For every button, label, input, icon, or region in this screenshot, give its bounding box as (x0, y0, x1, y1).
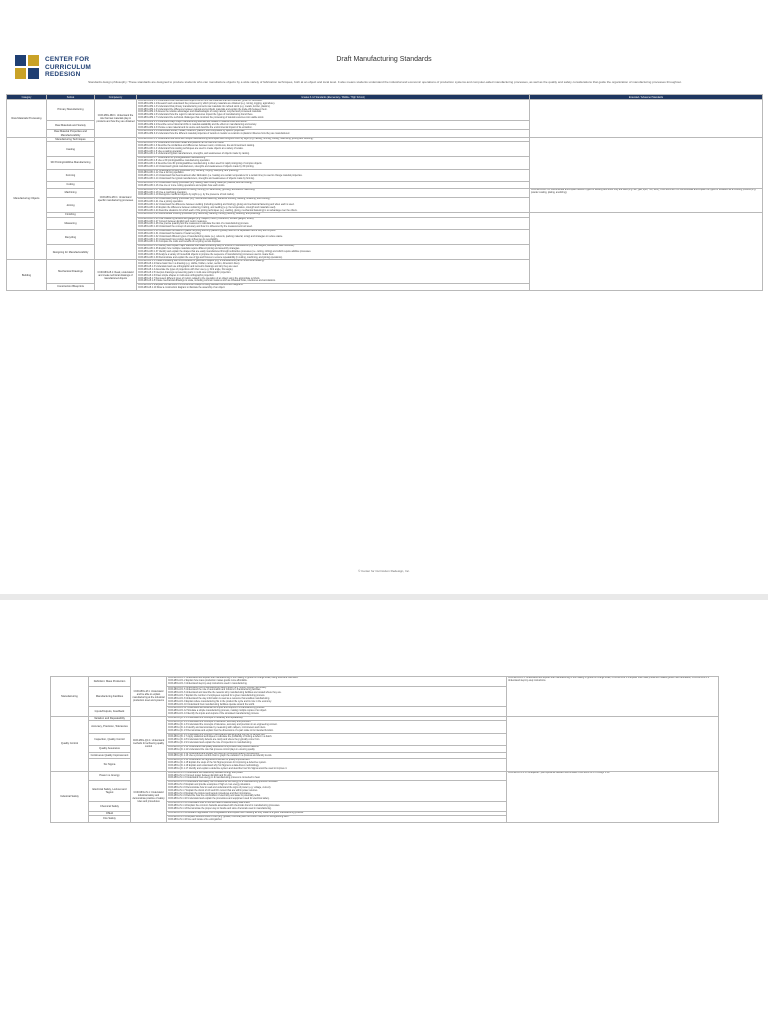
standard-item: CCR-MFG-MO.1.30 Understand the basics of plastic recycling and why plastics typically need to be separated before they are recycled. (138, 230, 276, 233)
subcategory-cell: Continuous Quality Improvement (89, 752, 131, 759)
standard-item: CCR-MFG-MO.1.33 Understand how product design influences its recyclability. (138, 238, 219, 241)
standards-cell (167, 707, 507, 717)
standard-item: CCR-MFG-QC.1.5 Demonstrate and explain how the dimensions of a part relate to its intended function. (168, 729, 274, 732)
header-competency: Competency (95, 95, 137, 100)
standard-item: CCR-MFG-RM.3.2 Understand how the different material properties of woods vs metals vs ceramics vs plastics influence how they are manufactured. (138, 133, 290, 136)
standard-item: CCR-MFG-B.1.7 Represent different types of motion related to the operation of an object using the appropriate symbols. (138, 277, 261, 280)
standards-cell (137, 245, 530, 260)
standard-item: CCR-MFG-MO.1.10 Understand typical manufacturers, strengths and weaknesses of objects made by 3D printing. (138, 165, 255, 168)
subcategory-cell: Manufacturing Facilities (89, 686, 131, 707)
standard-item: CCR-MFG-M.1.3 Understand step-by-step instructions used in manufacturing. (168, 682, 248, 685)
competency-cell: CCR-MFG-M.1: Understand and be able to explain manufacturing at the industrial production level and systems (131, 677, 167, 717)
standard-item: CCR-MFG-M.1.2 Explain how mass production makes goods more affordable. (168, 679, 248, 682)
standard-item: CCR-MFG-MO.1.31 Understand the basics of metal recycling. (138, 232, 202, 235)
standards-cell (167, 815, 507, 822)
extended-standards-cell: CCR-MFG-MO.S.1 Demonstrate and explain different types of welding and when they are used (e.g. arc, gas, spot, TIG, MIG); CCR-MFG-MO.S.2 Demonstrate and explain the types of oxidation as a finishing process (e.g. powder coating, plating, anodizing). (530, 188, 763, 213)
standard-item: CCR-MFG-MO.1.29 Understand the concept of accuracy and how it is influenced by the measurement tool used. (138, 226, 253, 229)
subcategory-cell: Quality Assurance (89, 745, 131, 752)
standards-cell (167, 771, 507, 781)
competency-cell: CCR-MFG-IS.1: Understand industrial safety and demonstrate practice of safety rules and procedures (131, 771, 167, 822)
standard-item: CCR-MFG-MO.1.21 Use a joining operation. (138, 201, 184, 204)
subcategory-cell: Designing for Manufacturability (47, 245, 95, 260)
standard-item: CCR-MFG-RM.2.2 Describe some historical shifts in material availability and the effect on manufacturing and society. (138, 123, 257, 126)
standard-item: CCR-MFG-MO.1.32 Understand different types of manufacturing waste (e.g. solvents, packing material, scrap) and strategies to reduce waste. (138, 235, 283, 238)
standards-cell (137, 217, 530, 229)
standards-cell (137, 198, 530, 213)
standard-item: CCR-MFG-QC.1.15 Explain the steps of the Six Sigma process for improving a defective system. (168, 762, 267, 765)
standard-item: CCR-MFG-MO.1.38 Analyze a variety of household objects to propose the sequence of manufacturing processes used to create them. (138, 253, 275, 256)
standards-cell (167, 802, 507, 812)
standards-cell (137, 182, 530, 189)
subcategory-cell: Definition: Mass Production (89, 677, 131, 687)
document-title: Draft Manufacturing Standards (336, 56, 432, 63)
standard-item: CCR-MFG-QC.1.3 Understand the concepts of tolerance, accuracy and precision in an engineering context. (168, 724, 278, 727)
standard-item: CCR-MFG-M.1.11 Understand and illustrate the inputs and outputs of a manufacturing process. (168, 707, 265, 710)
standard-item: CCR-MFG-QC.1.14 Understand Six Sigma as a method for quality improvement. (168, 759, 251, 762)
standard-item: CCR-MFG-MO.1.16 Use one or more cutting operations and explain how each works. (138, 184, 226, 187)
standards-cell (167, 745, 507, 752)
standard-item: CCR-MFG-MO.1.24 Describe situations for which each of the joining techniques (e.g. welding, gluing, mechanical fastening) is an advantage over the others. (138, 209, 298, 212)
subcategory-cell: Variation and Repeatability (89, 716, 131, 720)
subcategory-cell: Mechanical Drawings (47, 260, 95, 284)
subcategory-cell: Measuring (47, 217, 95, 229)
standard-item: CCR-MFG-M.1.12 Simulate a simple manufacturing process, making multiple copies of an object. (168, 710, 267, 713)
standards-cell (167, 677, 507, 687)
standard-item: CCR-MFG-MO.1.17 Understand how a process of cutting, turning (i.e. lathe work), grinding, and electric machining. (138, 188, 256, 191)
competency-cell: CCR-MFG-MO.1: Understand specific manufacturing processes (95, 137, 137, 260)
standard-item: CCR-MFG-MO.1.25 Demonstrate finishing processes (e.g. deburring, sanding, buffing, painting, cleaning, and polishing). (138, 213, 261, 216)
standard-item: CCR-MFG-MO.1.22 Understand the difference between welding (including welding and brazing), gluing and mechanical fastening and when each is used. (138, 203, 295, 206)
standard-item: CCR-MFG-M.1.8 Understand the way information is used as a resource that enables manufacturing. (168, 697, 270, 700)
standards-cell (137, 284, 530, 291)
standard-item: CCR-MFG-B.1.6 Draw simple shapes in multi-view orthographic projection. (138, 274, 215, 277)
subcategory-cell: Machining (47, 188, 95, 198)
standard-item: CCR-MFG-MO.1.13 Understand that heat treatment after fabrication (i.e. heating at a certain temperature for a certain time) is used to change material properties. (138, 175, 303, 178)
standard-item: CCR-MFG-MO.1.5 Use a casting operation. (138, 150, 183, 153)
standards-cell (137, 130, 530, 137)
standard-item: CCR-MFG-QC.1.16 Explain and understand why Six Sigma is a data-driven methodology. (168, 764, 260, 767)
standards-cell (167, 733, 507, 745)
competency-cell: CCR-MFG-RM.1: Understand the role that raw materials play in products and how they are obtained (95, 100, 137, 138)
subcategory-cell: Construction Blueprints (47, 284, 95, 291)
page-footer: © Center for Curriculum Redesign, Inc. (358, 569, 410, 573)
standard-item: CCR-MFG-RM.1.6 Understand how the region's natural resources impact the types of manufacturing found there. (138, 114, 254, 117)
subcategory-cell: Finishing (47, 213, 95, 217)
standards-table-1 (6, 94, 763, 291)
standard-item: CCR-MFG-IS.1.13 Demonstrate the proper way to handle and store chemicals used in manufacturing. (168, 807, 272, 810)
header-category: Category (7, 95, 47, 100)
standards-cell (137, 157, 530, 169)
standard-item: CCR-MFG-RM.2.1 Understand ways major manufacturing activities are related to material costs and labour. (138, 120, 248, 123)
standards-cell (137, 169, 530, 181)
logo-text: CENTER FOR CURRICULUM REDESIGN (45, 56, 92, 78)
standard-item: CCR-MFG-IS.1.7 Explain the shock of AC and DC current that are within power sources. (168, 789, 258, 792)
extended-standards-cell (530, 100, 763, 138)
standard-item: CCR-MFG-MO.1.39 Demonstrate and explain the use of jigs and fixtures to ensure repeatability (in cutting, machining, and joining operations). (138, 256, 283, 259)
standard-item: CCR-MFG-B.1.3 Understand and use orthographic and isometric drawings and why they are used. (138, 266, 239, 269)
standard-item: CCR-MFG-QC.1.4 Identify and demonstrate by measuring with calipers, micrometers and rulers. (168, 726, 266, 729)
subcategory-cell: Chemical Safety (89, 802, 131, 812)
standard-item: CCR-MFG-MO.1.6 Understand typical manufacturers, strengths, and weaknesses of objects made by casting. (138, 153, 250, 156)
standard-item: CCR-MFG-MO.1.15 Understand cutting processes (e.g. sawing, laser cutting, water-jet, plasma, and die cutting). (138, 182, 253, 185)
standard-item: CCR-MFG-IS.1.11 Understand how to find and read a material safety data sheet. (168, 802, 251, 805)
header-subcategory: Subcat (47, 95, 95, 100)
standard-item: CCR-MFG-IS.1.14 Research applicable OSHA regulations and explain their meaning as they relate to a given manufacturing process. (168, 811, 304, 814)
standard-item: CCR-MFG-MO.1.11 Understand forming processes (e.g. bending, forging, stamping, and pressing). (138, 169, 239, 172)
standard-item: CCR-MFG-MO.1.37 Identify and explain the shapes that are easily manufactured through subtractive processes (i.e. cutting, milling) and which require additive processes. (138, 250, 312, 253)
standard-item: CCR-MFG-IS.1.3 Understand how energy in a manufacturing process is converted to heat. (168, 777, 261, 780)
standard-item: CCR-MFG-IS.1.6 Demonstrate how to read and understand the signs of power (e.g. voltage, current). (168, 786, 272, 789)
standard-item: CCR-MFG-MO.1.2 Understand how solid metals and plastics can be cast into molds. (138, 142, 225, 145)
standards-cell (167, 759, 507, 771)
subcategory-cell: Forming (47, 169, 95, 181)
standards-cell (137, 142, 530, 157)
standard-item: CCR-MFG-IS.1.15 Explain different kinds of fires (e.g. grease, chemical) and the correct method for extinguishing each. (168, 815, 290, 818)
standard-item: CCR-MFG-QC.1.8 Understand why defects are costly and where they typically come from. (168, 739, 260, 742)
competency-cell: CCR-MFG-B.1: Read, understand and create technical drawings of manufactured objects (95, 260, 137, 290)
standard-item: CCR-MFG-RM.3.1 Differentiate woods, metals, ceramics, plastics, and composites by specific properties. (138, 130, 245, 133)
category-cell: Manufacturing (51, 677, 89, 717)
standards-cell (137, 230, 530, 245)
subcategory-cell: Accuracy, Precision, Tolerances (89, 721, 131, 733)
standard-item: CCR-MFG-QC.1.10 Understand that quality assurance is a process that prevents defects. (168, 745, 260, 748)
table-row (7, 100, 763, 121)
subcategory-cell: Recycling (47, 230, 95, 245)
subcategory-cell: Fire Safety (89, 815, 131, 822)
standards-cell (137, 188, 530, 198)
standard-item: CCR-MFG-MO.1.9 Describe how 3D printing/additive manufacturing is often used for rapid prototyping of complex objects. (138, 162, 263, 165)
standard-item: CCR-MFG-IS.1.8 Explain the lockout and tagout procedures and their importance. (168, 792, 252, 795)
standard-item: CCR-MFG-IS.1.4 Understand that safety risk increases as the energy of a manufacturing process increases. (168, 781, 279, 784)
extended-standards-cell (507, 716, 719, 771)
standards-cell (137, 100, 530, 121)
standard-item: CCR-MFG-MO.1.14 Understand the typical manufacturers, strengths and weaknesses of objects made by forming. (138, 178, 255, 181)
standard-item: CCR-MFG-QC.1.2 Understand the concepts of tolerance, accuracy and precision. (168, 721, 252, 724)
subcategory-cell: Manufacturing Techniques (47, 137, 95, 141)
standard-item: CCR-MFG-MO.1.18 Use a machining operation. (138, 191, 188, 194)
subcategory-cell: 3D Printing/Additive Manufacturing (47, 157, 95, 169)
standard-item: CCR-MFG-MO.1.36 Explain how multiple materials require different joining and assembly strategies. (138, 248, 240, 251)
standard-item: CCR-MFG-M.1.7 Explain the number of employees required for a given manufacturing process. (168, 695, 266, 698)
standard-item: CCR-MFG-QC.1.17 Identify and explain a defective system and describe how Six Sigma would be used to improve it. (168, 767, 288, 770)
standard-item: CCR-MFG-MO.1.3 Describe the similarities and differences between sand, continuous, die and investment casting. (138, 144, 255, 147)
standard-item: CCR-MFG-RM.1.5 Assess the relative advantages and disadvantages of using natural, recycled and processed materials. (138, 111, 262, 114)
standard-item: CCR-MFG-IS.1.12 Explain the common hazards associated with chemicals found in manufacturing processes. (168, 804, 281, 807)
subcategory-cell: Cutting (47, 182, 95, 189)
standard-item: CCR-MFG-MO.1.4 Understand how casting techniques are used to create objects at a variety of scales. (138, 147, 244, 150)
standards-cell (167, 752, 507, 759)
standard-item: CCR-MFG-IS.1.9 Describe how the combination of electricity and water is potentially lethal. (168, 795, 261, 798)
standard-item: CCR-MFG-MO.1.26 Use measuring devices and gauges (e.g. calipers, rulers, protractors, surface gauges, levels). (138, 217, 255, 220)
standard-item: CCR-MFG-M.1.5 Understand the role of automation and robotics in manufacturing facilities. (168, 689, 261, 692)
standard-item: CCR-MFG-RM.1.1 Understand that manufactured objects come from raw materials that are extracted, grown or harvested. (138, 100, 263, 102)
standards-cell (137, 260, 530, 284)
standard-item: CCR-MFG-MO.1.8 Use a 3D printing/additive manufacturing operation. (138, 160, 211, 163)
header-extended: Extended / Advanced Standards (530, 95, 763, 100)
standard-item: CCR-MFG-M.1.6 Understand and describe the reasons why manufacturing facilities are located where they are. (168, 692, 282, 695)
standard-item: CCR-MFG-IS.1.5 Explain and provide examples of high vs. low energy situations. (168, 784, 251, 787)
standard-item: CCR-MFG-M.1.4 Understand how a manufacturing facility works (e.g. inputs, outputs, and flows). (168, 686, 267, 689)
subcategory-cell: Electrical Safety, Lockout and Tagout (89, 781, 131, 802)
standard-item: CCR-MFG-RM.1.3 Understand that primary manufacturing converts raw materials into refined stock (e.g. metals, lumber, plastics). (138, 105, 271, 108)
extended-standards-cell (530, 213, 763, 290)
subcategory-cell: Power vs. Energy (89, 771, 131, 781)
category-cell: Raw Materials Processing (7, 100, 47, 138)
header-standards: Grades K-12 Standards (Elementary / Middle / High School) (137, 95, 530, 100)
standard-item: CCR-MFG-IS.1.16 Use and locate a fire extinguisher. (168, 818, 223, 821)
standard-item: CCR-MFG-QC.1.12 Understand and explain the need for continuous quality improvement. (168, 752, 260, 755)
standard-item: CCR-MFG-M.1.9 Explain where manufacturing fits in the product life cycle and its role in the economy. (168, 700, 272, 703)
competency-cell: CCR-MFG-QC.1: Understand methods for achieving quality control (131, 716, 167, 771)
table-row (51, 771, 719, 781)
standard-item: CCR-MFG-MO.1.35 Identify and explain major features that make something easy or difficult to manufacture (e.g. draft angles, tolerances, wall thickness). (138, 245, 295, 248)
standard-item: CCR-MFG-MO.1.12 Use a forming operation. (138, 172, 185, 175)
subcategory-cell: Raw Material Properties and Manufacturability (47, 130, 95, 137)
standard-item: CCR-MFG-QC.1.6 Understand the concept of acceptance sampling and the role of sample size. (168, 733, 266, 736)
standard-item: CCR-MFG-M.1.10 Understand how manufacturing facilities operate around the world. (168, 703, 255, 706)
subcategory-cell: Raw Materials and Society (47, 120, 95, 130)
standard-item: CCR-MFG-IS.1.1 Understand the relationship between energy and power. (168, 771, 244, 774)
standard-item: CCR-MFG-MO.1.23 Explain the difference between soldering, brazing, and welding (e.g. the temperature, strength and materials used). (138, 206, 276, 209)
standard-item: CCR-MFG-MO.1.7 Understand 3D printing/additive manufacturing. (138, 157, 206, 160)
standard-item: CCR-MFG-B.1.9 Explain the elements of a construction blueprint using standard construction diagrams. (138, 284, 244, 287)
standard-item: CCR-MFG-MO.1.28 Use precise quantity and the measures to calculate the ratio of a manufacturing process. (138, 223, 250, 226)
standards-cell (167, 781, 507, 802)
subcategory-cell: Casting (47, 142, 95, 157)
standards-cell (167, 721, 507, 733)
standards-cell (167, 686, 507, 707)
table-row (51, 677, 719, 687)
standard-item: CCR-MFG-IS.1.2 Convert power between English and SI units. (168, 774, 233, 777)
category-cell: Quality Control (51, 716, 89, 771)
intro-paragraph: Standards design philosophy: These standards are designed to produce students who can manufacture objects by a wide variety of fabrication techniques, both at an object and local level. It also means students understand the industrial and economic operations of production systems and computer-aided manufacturing processes, as well as the quality and safety considerations that guide the organization of manufacturing processes throughout. (88, 80, 682, 84)
standard-item: CCR-MFG-MO.1.19 Recognize machined objects by sight (e.g. by the presence of tool marks). (138, 194, 235, 197)
category-cell: Manufacturing Objects (7, 137, 47, 260)
standard-item: CCR-MFG-QC.1.1 Understand the concepts of reliability and repeatability. (168, 716, 244, 719)
standards-table-2 (50, 676, 719, 823)
standard-item: CCR-MFG-RM.1.7 Understand the technical challenges that constrain the processing of natural resources into usable stock. (138, 117, 265, 120)
standard-item: CCR-MFG-B.1.4 Associate the types of projections with their use (e.g. third angle, first angle). (138, 269, 234, 271)
standard-item: CCR-MFG-QC.1.13 Use a process control chart to graph the variation in a process and identify trends. (168, 755, 273, 758)
extended-standards-cell: CCR-MFG-M.1.1 Understand and explain that manufacturing is the making of goods on a large scale; CCR-MFG-M.1.2 Explain how mass production makes goods more affordable; CCR-MFG-M.1.3 Understand step-by-step instructions. (507, 677, 719, 717)
category-cell: Industrial Safety (51, 771, 89, 822)
subcategory-cell: Six Sigma (89, 759, 131, 771)
standard-item: CCR-MFG-MO.1.27 Convert between English and metric measures. (138, 220, 208, 223)
standard-item: CCR-MFG-RM.1.4 Understand the difference between natural and synthetic materials and explain the trade-offs between them. (138, 108, 268, 111)
subcategory-cell: Inputs/Outputs, Feedback (89, 707, 131, 717)
document-page-2 (0, 600, 768, 1024)
standard-item: CCR-MFG-MO.1.34 Compare the costs and benefits of recycling versus disposal. (138, 241, 221, 244)
standard-item: CCR-MFG-QC.1.9 Understand and explain the role of inspection in manufacturing. (168, 742, 252, 745)
standard-item: CCR-MFG-B.1.10 Draw a construction diagram to illustrate the assembly of an object. (138, 287, 226, 290)
standard-item: CCR-MFG-B.1.1 Create a drawing with a combination of geometric shapes (e.g. a manufactured part in a technical drawing). (138, 260, 265, 263)
standard-item: CCR-MFG-RM.1.2 Research and understand the processes by which primary materials are obtained (e.g. mining, logging, agriculture). (138, 102, 275, 105)
subcategory-cell: OSHA (89, 811, 131, 815)
subcategory-cell: Inspection, Quality Control (89, 733, 131, 745)
standard-item: CCR-MFG-M.1.13 Identify the inputs and outputs of the simulated manufacturing process. (168, 713, 260, 716)
standard-item: CCR-MFG-QC.1.11 Understand the role that process control plays in ensuring quality. (168, 748, 256, 751)
extended-standards-cell (530, 137, 763, 188)
standard-item: CCR-MFG-M.1.1 Understand and explain that manufacturing is the making of goods on a large scale, using tools and machines. (168, 677, 299, 679)
standards-cell (137, 120, 530, 130)
standard-item: CCR-MFG-MO.1.20 Understand joining processes (e.g. mechanical fastening, adhesive bonding, welding, soldering, and brazing). (138, 198, 271, 201)
extended-standards-cell: CCR-MFG-IS.S.1 Prerequisite - part topical as needed: Benchmarks CCR-MFG-IS.1.1 through 1.16. (507, 771, 719, 822)
standard-item: CCR-MFG-IS.1.10 Understand and explain the procedures and equipment used for electrical safety. (168, 798, 270, 801)
standard-item: CCR-MFG-B.1.8 Create mechanical drawings to scale, including common features such as threaded holes, tolerances and annotations. (138, 280, 276, 283)
standard-item: CCR-MFG-B.1.5 Interpret drawings representing parts in multi-view orthographic projection. (138, 271, 232, 274)
subcategory-cell: Joining (47, 198, 95, 213)
standard-item: CCR-MFG-RM.2.3 Choose a raw material and its source and describe the environmental impact of its extraction. (138, 126, 253, 129)
standard-item: CCR-MFG-B.1.2 Name basic line in a drawing (e.g. visible, hidden, center, section, dimension lines). (138, 263, 241, 266)
standard-item: CCR-MFG-QC.1.7 Apply statistical techniques to calculate the probability of finding a defect in a batch. (168, 736, 273, 739)
standard-item: CCR-MFG-MO.1.1 Understand that there are multiple manufacturing techniques and recognize them by sight (e.g. casting, forming, cutting, machining, joining and finishing). (138, 137, 314, 140)
category-cell: Building (7, 260, 47, 290)
subcategory-cell: Primary Manufacturing (47, 100, 95, 121)
